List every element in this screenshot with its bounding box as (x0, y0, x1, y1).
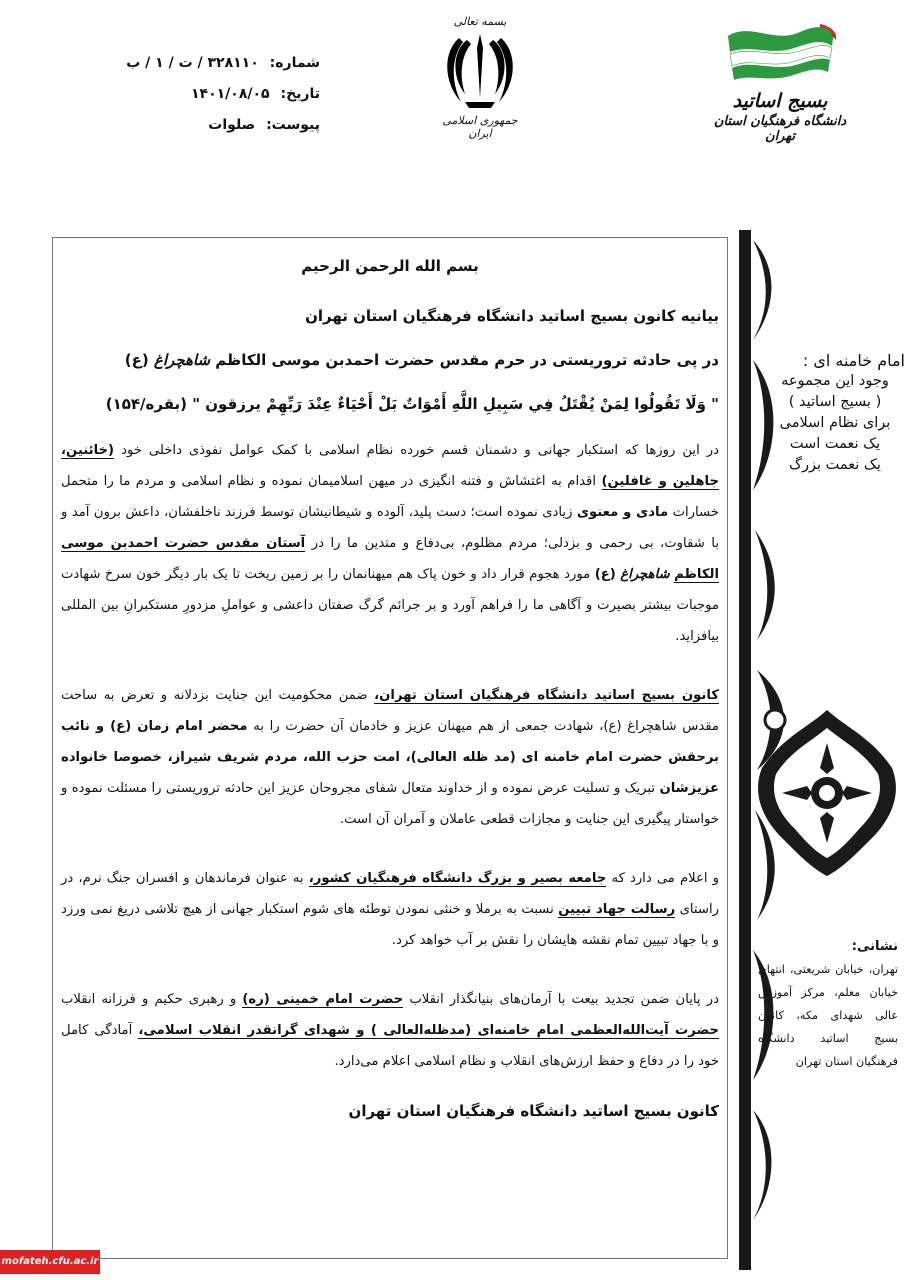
p4-text-c: و رهبری حکیم و فرزانه انقلاب (61, 992, 237, 1007)
p1-text-a: در این روزها که استکبار جهانی و دشمنان قسم خورده نظام اسلامی با کمک عوامل نفوذی داخلی خود (121, 443, 719, 458)
address-text: تهران، خیابان شریعتی، انتهای خیابان معلم، مرکز آموزش عالی شهدای مکه، کانون بسیج اساتید دانشگاه فرهنگیان استان تهران (758, 963, 898, 1068)
p4-bold-d: حضرت آیت‌الله‌العظمی امام خامنه‌ای (مدظله‌العالی ) و شهدای گرانقدر انقلاب اسلامی، (138, 1023, 719, 1038)
subtitle-part2: (ع) (124, 351, 149, 369)
p1-text-c: اقدام به اغتشاش و فتنه انگیزی در میهن اسلامیمان نموده و نظام اسلامی و مردم ما را متحمل خسارات (61, 474, 719, 520)
letter-meta (126, 48, 320, 141)
p3-text-c: به عنوان فرماندهان و افسران جنگ نرم، در راستای (61, 871, 719, 917)
p2-bold-a: کانون بسیج اساتید دانشگاه فرهنگیان استان تهران، (374, 688, 719, 703)
quote-line-1: وجود این مجموعه (781, 373, 889, 389)
p1-bold-b: (خائنین، جاهلین و غافلین) (61, 443, 719, 489)
date-value: ۱۴۰۱/۰۸/۰۵ (191, 86, 270, 102)
p1-bold-h: (ع) (594, 567, 616, 582)
quote-line-2: ( بسیج اساتید ) (788, 394, 882, 410)
medallion-ornament-icon (752, 708, 902, 878)
emblem-caption: جمهوری اسلامی ایران (442, 114, 518, 140)
address-label: نشانی: (851, 939, 898, 954)
p4-bold-b: حضرت امام خمینی (ره) (242, 992, 404, 1007)
p2-text-b: ضمن محکومیت این جنایت بزدلانه و تعرض به ساحت مقدس شاهچراغ (ع)، شهادت جمعی از هم میهنان عزیز و خادمان آن حضرت را به (61, 688, 719, 734)
p1-text-i: مورد هجوم قرار داد و خون پاک هم میهنانمان را بر زمین ریخت تا یک بار دیگر خون سرخ شهادت موجبات بیشتر بصیرت و آگاهی ما را فراهم آورد و بر جرائم گرگ صفتان داعشی و عواملِ مزدورِ مستکبرانِ بین المللی بیافزاید. (61, 567, 719, 644)
quote-title: امام خامنه ای : (802, 351, 905, 370)
quote-line-5: یک نعمت بزرگ (789, 457, 881, 473)
paragraph-3 (61, 863, 719, 956)
p2-text-d: تبریک و تسلیت عرض نموده و از خداوند متعال شفای مجروحان عزیز این حادثه تروریستی را مسئلت نموده و خواستار پیگیری این جنایت و مجازات قطعی عاملان و آمران آن است. (61, 781, 719, 827)
attachment-label: پیوست: (266, 117, 320, 133)
signature: کانون بسیج اساتید دانشگاه فرهنگیان استان تهران (348, 1102, 719, 1120)
p3-text-a: و اعلام می دارد که (611, 871, 719, 886)
p3-bold-b: جامعه بصیر و بزرگ دانشگاه فرهنگیان کشور، (308, 871, 607, 886)
number-label: شماره: (269, 55, 320, 71)
quran-verse: " وَلَا تَقُولُوا لِمَنْ يُقْتَلُ فِي سَبِيلِ اللَّهِ أَمْوَاتٌ بَلْ أَحْيَاءٌ عِنْدَ رَبِّهِمْ يرزقون " (بقره/۱۵۴) (105, 395, 719, 413)
number-row (126, 48, 320, 79)
quote-line-3: برای نظام اسلامی (779, 415, 891, 431)
paragraph-4 (61, 984, 719, 1077)
logo-subtitle: دانشگاه فرهنگیان استان تهران (713, 114, 847, 144)
p1-bold-f: آستان مقدس حضرت احمدبن موسی الکاظم (61, 536, 719, 582)
p3-bold-d: رسالت جهاد تبیین (558, 902, 676, 917)
p1-bold-d: مادی و معنوی (576, 505, 669, 520)
number-value: ۳۲۸۱۱۰ / ت / ۱ / ب (126, 55, 259, 71)
attachment-row (150, 110, 320, 141)
date-label: تاریخ: (280, 86, 320, 102)
statement-title: بیانیه کانون بسیج اساتید دانشگاه فرهنگیان استان تهران (305, 307, 719, 325)
iran-emblem (435, 15, 525, 155)
site-watermark: mofateh.cfu.ac.ir (0, 1250, 100, 1274)
subtitle-italic: شاهچراغ (153, 351, 211, 369)
attachment-value: صلوات (208, 117, 256, 133)
p4-text-e: آمادگی کامل خود را در دفاع و حفظ ارزش‌های انقلاب و نظام اسلامی اعلام می‌دارد. (61, 1023, 719, 1069)
p3-text-e: نسبت به برملا و خنثی نمودن توطئه های شوم استکبار جهانی از هیچ تلاشی دریغ نمی ورزد و با جهاد تبیین تمام نقشه هایشان را نقش بر آب خواهد کرد. (61, 902, 719, 948)
paragraph-2 (61, 680, 719, 835)
emblem-top-text: بسمه تعالی (453, 15, 507, 28)
p1-italic-g: شاهچراغ (620, 567, 670, 582)
address-block (758, 935, 898, 1073)
leader-quote (765, 350, 905, 476)
paragraph-1 (61, 435, 719, 652)
bismillah: بسم الله الرحمن الرحیم (301, 257, 479, 275)
letter-body (52, 237, 728, 1259)
statement-subtitle (61, 351, 719, 369)
p2-bold-c: محضر امام زمان (ع) و نائب برحقش حضرت امام خامنه ای (مد ظله العالی)، امت حزب الله، مردم شریف شیراز، خصوصا خانواده عزیزشان (61, 719, 719, 796)
p4-text-a: در پایان ضمن تجدید بیعت با آرمان‌های بنیانگذار انقلاب (409, 992, 719, 1007)
logo-title: بسیج اساتید (732, 90, 828, 112)
p1-text-e: زیادی نموده است؛ دست پلید، آلوده و شیطانیشان توسط فرزند ناخلفشان، داعش برون آمد و با شقاوت، بی رحمی و بزدلی؛ مردم مظلوم، بی‌دفاع و متدین ما را در (61, 505, 719, 551)
date-row (150, 79, 320, 110)
emblem-icon (445, 28, 515, 116)
flag-icon (720, 22, 840, 84)
basij-logo (705, 22, 855, 152)
subtitle-part1: در پی حادثه تروریستی در حرم مقدس حضرت احمدبن موسی الکاظم (215, 351, 719, 369)
quote-line-4: یک نعمت است (789, 436, 881, 452)
